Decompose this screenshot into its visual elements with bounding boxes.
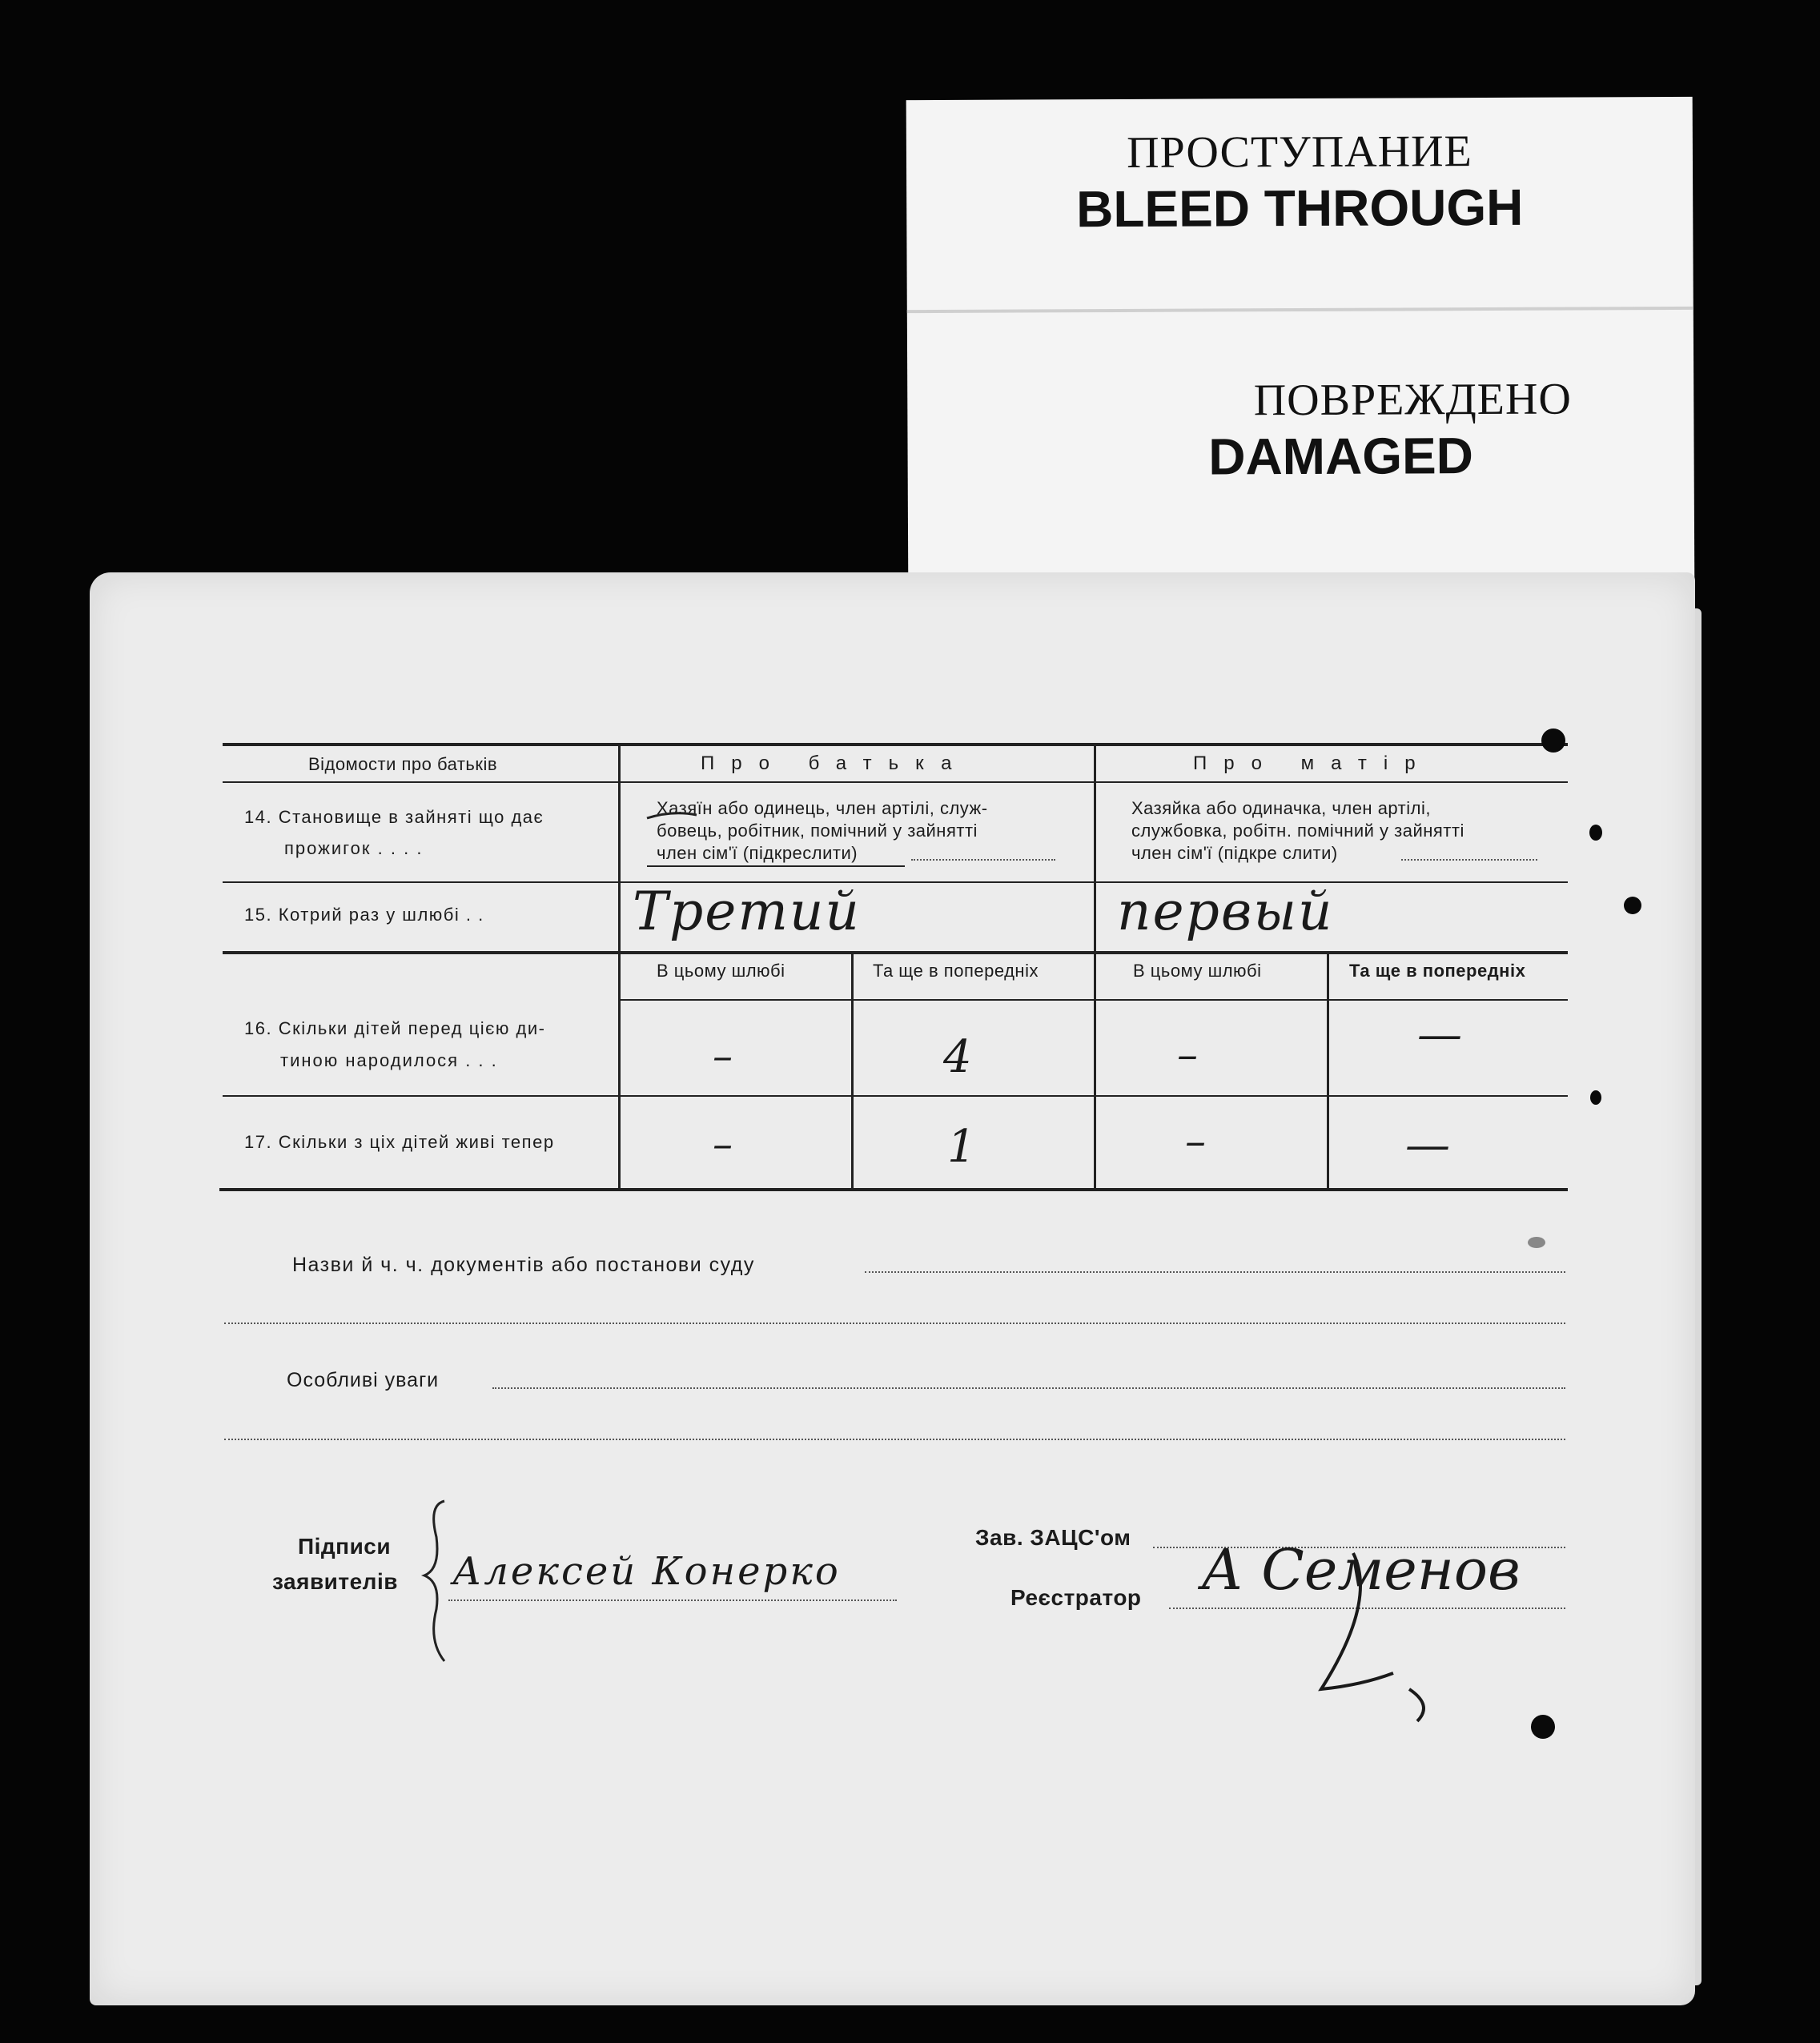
row17-mother-current: – — [1185, 1118, 1206, 1166]
row17-mother-previous: — — [1405, 1119, 1450, 1171]
row15-mother-value: первый — [1117, 881, 1334, 942]
subheader-mother-current: В цьому шлюбі — [1133, 961, 1262, 981]
label-damaged-ru: ПОВРЕЖДЕНО — [1253, 374, 1572, 426]
registrar-label: Реєстратор — [1010, 1585, 1142, 1610]
row14-father-line3: член сім'ї (підкреслити) — [657, 843, 858, 863]
row14-father-line1: Хазяїн або одинець, член артілі, служ- — [657, 798, 988, 818]
subheader-mother-previous: Та ще в попередніх — [1349, 961, 1526, 981]
signature-brace — [424, 1501, 444, 1661]
notes-label: Особливі уваги — [287, 1369, 440, 1391]
binding-hole — [1541, 728, 1565, 753]
row14-mother-line1: Хазяйка або одиначка, член артілі, — [1131, 798, 1431, 818]
documents-label: Назви й ч. ч. документів або постанови суду — [292, 1254, 755, 1276]
row14-father-line2: бовець, робітник, помічний у зайнятті — [657, 821, 978, 841]
label-bleed-through-en: BLEED THROUGH — [1075, 178, 1524, 239]
subheader-father-current: В цьому шлюбі — [657, 961, 785, 981]
row15-father-value: Третий — [633, 881, 861, 942]
row16-label-line1: 16. Скільки дітей перед цією ди- — [244, 1018, 546, 1038]
row17-father-current: – — [713, 1121, 733, 1167]
strikethrough-mark — [647, 813, 697, 818]
signatures-label-line1: Підписи — [298, 1534, 392, 1559]
damage-spot — [1624, 897, 1641, 914]
row14-mother-line3: член сім'ї (підкре слити) — [1131, 843, 1338, 863]
row14-label-line2: прожигок . . . . — [284, 838, 424, 858]
row15-label: 15. Котрий раз у шлюбі . . — [244, 905, 484, 925]
subheader-father-previous: Та ще в попередніх — [873, 961, 1039, 981]
row14-mother-line2: службовка, робітн. помічний у зайнятті — [1131, 821, 1464, 841]
row17-label: 17. Скільки з ціх дітей живі тепер — [244, 1132, 555, 1152]
binding-hole — [1531, 1715, 1555, 1739]
damage-spot — [1528, 1237, 1545, 1248]
row16-mother-current: – — [1177, 1031, 1198, 1079]
header-mother: Про матір — [1193, 753, 1432, 774]
damage-spot — [1590, 1090, 1601, 1105]
row16-label-line2: тиною народилося . . . — [280, 1050, 498, 1070]
registrar-signature: А Семенов — [1201, 1537, 1521, 1603]
row16-mother-previous: — — [1417, 1009, 1462, 1061]
registrar-flourish — [1321, 1553, 1424, 1721]
label-damaged-en: DAMAGED — [1208, 427, 1474, 486]
row14-label-line1: 14. Становище в зайняті що дає — [244, 807, 544, 827]
damage-spot — [1589, 825, 1602, 841]
row17-father-previous: 1 — [947, 1121, 976, 1173]
header-info: Відомости про батьків — [308, 754, 498, 774]
applicant-signature: Алексей Конерко — [452, 1549, 841, 1594]
signatures-label-line2: заявителів — [272, 1569, 398, 1594]
header-father: Про батька — [701, 753, 969, 774]
head-label: Зав. ЗАЦС'ом — [975, 1525, 1131, 1550]
row16-father-current: – — [713, 1033, 733, 1079]
label-bleed-through-ru: ПРОСТУПАНИЕ — [1127, 126, 1472, 178]
row16-father-previous: 4 — [943, 1031, 972, 1083]
